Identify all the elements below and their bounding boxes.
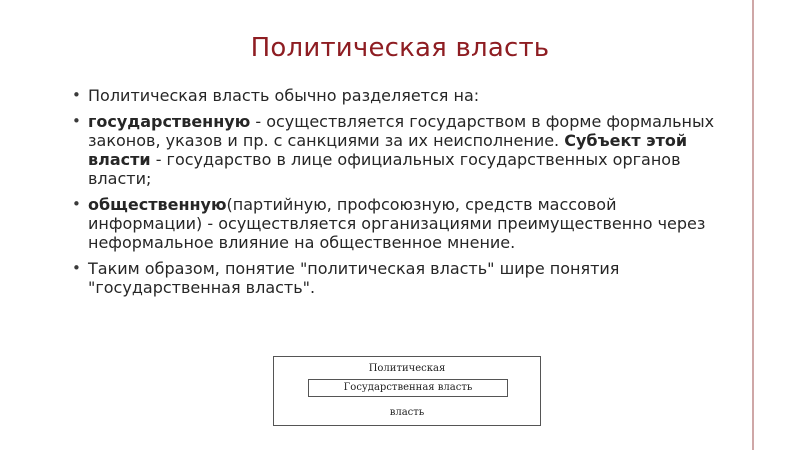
bullet-term: государственную (88, 112, 251, 131)
diagram-outer-label-top: Политическая (368, 363, 446, 374)
bullet-item-state-power (72, 112, 732, 188)
power-diagram (273, 356, 541, 426)
bullet-emphasis: Субъект этой власти (88, 131, 688, 169)
bullet-icon: • (72, 259, 81, 277)
bullet-text: Таким образом, понятие "политическая власть" шире понятия "государственная власть". (88, 259, 620, 297)
bullet-term: общественную (88, 195, 227, 214)
accent-bar (752, 0, 754, 450)
bullet-text: (партийную, профсоюзную, средств массовой информации) - осуществляется организациями преимущественно через неформальное влияние на общественное мнение. (88, 195, 706, 252)
bullet-item-intro (72, 86, 732, 105)
bullet-item-public-power (72, 195, 732, 252)
slide-title: Политическая власть (250, 33, 550, 63)
bullet-text: - государство в лице официальных государственных органов власти; (88, 150, 681, 188)
bullet-icon: • (72, 112, 81, 130)
bullet-icon: • (72, 86, 81, 104)
diagram-outer-label-bottom: власть (389, 407, 425, 418)
diagram-inner-box: Государственная власть (308, 379, 508, 397)
bullet-icon: • (72, 195, 81, 213)
bullet-list (72, 86, 732, 304)
bullet-text: Политическая власть обычно разделяется на: (88, 86, 480, 105)
bullet-item-conclusion (72, 259, 732, 297)
bullet-text: - осуществляется государством в форме формальных законов, указов и пр. с санкциями за их неисполнение. (88, 112, 715, 150)
